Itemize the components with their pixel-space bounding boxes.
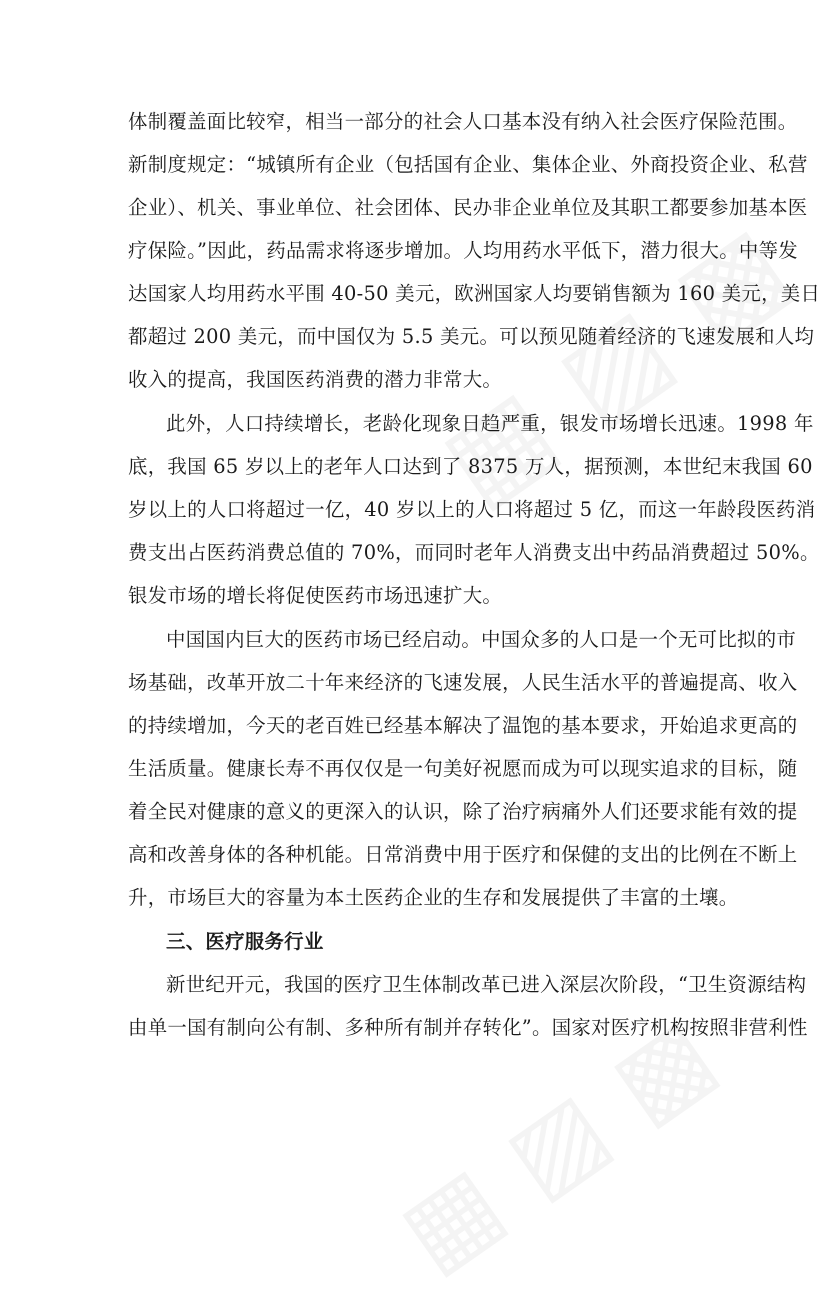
text-line: 都超过 200 美元，而中国仅为 5.5 美元。可以预见随着经济的飞速发展和人均 [128, 325, 815, 348]
text-line: 底，我国 65 岁以上的老年人口达到了 8375 万人，据预测，本世纪末我国 60 [128, 455, 813, 478]
text-line: 新制度规定：“城镇所有企业（包括国有企业、集体企业、外商投资企业、私营 [128, 153, 808, 176]
text-line: 费支出占医药消费总值的 70%，而同时老年人消费支出中药品消费超过 50%。 [128, 541, 820, 564]
text-line: 场基础，改革开放二十年来经济的飞速发展，人民生活水平的普遍提高、收入 [128, 671, 798, 694]
section-heading: 三、医疗服务行业 [166, 930, 324, 953]
text-line: 的持续增加，今天的老百姓已经基本解决了温饱的基本要求，开始追求更高的 [128, 714, 798, 737]
text-line: 此外，人口持续增长，老龄化现象日趋严重，银发市场增长迅速。1998 年 [166, 412, 814, 435]
text-line: 着全民对健康的意义的更深入的认识，除了治疗病痛外人们还要求能有效的提 [128, 800, 798, 823]
text-line: 高和改善身体的各种机能。日常消费中用于医疗和保健的支出的比例在不断上 [128, 843, 798, 866]
text-line: 新世纪开元，我国的医疗卫生体制改革已进入深层次阶段，“卫生资源结构 [166, 973, 807, 996]
text-line: 升，市场巨大的容量为本土医药企业的生存和发展提供了丰富的土壤。 [128, 886, 739, 909]
text-line: 中国国内巨大的医药市场已经启动。中国众多的人口是一个无可比拟的市 [166, 628, 797, 651]
text-line: 收入的提高，我国医药消费的潜力非常大。 [128, 368, 503, 391]
text-line: 疗保险。”因此，药品需求将逐步增加。人均用药水平低下，潜力很大。中等发 [128, 239, 798, 262]
text-line: 岁以上的人口将超过一亿，40 岁以上的人口将超过 5 亿，而这一年龄段医药消 [128, 498, 816, 521]
text-line: 生活质量。健康长寿不再仅仅是一句美好祝愿而成为可以现实追求的目标，随 [128, 757, 798, 780]
text-line: 企业）、机关、事业单位、社会团体、民办非企业单位及其职工都要参加基本医 [128, 196, 808, 219]
text-line: 达国家人均用药水平围 40-50 美元，欧洲国家人均要销售额为 160 美元，美日 [128, 282, 821, 305]
text-line: 银发市场的增长将促使医药市场迅速扩大。 [128, 584, 503, 607]
text-line: 体制覆盖面比较窄，相当一部分的社会人口基本没有纳入社会医疗保险范围。 [128, 110, 798, 133]
text-line: 由单一国有制向公有制、多种所有制并存转化”。国家对医疗机构按照非营利性 [128, 1016, 808, 1039]
